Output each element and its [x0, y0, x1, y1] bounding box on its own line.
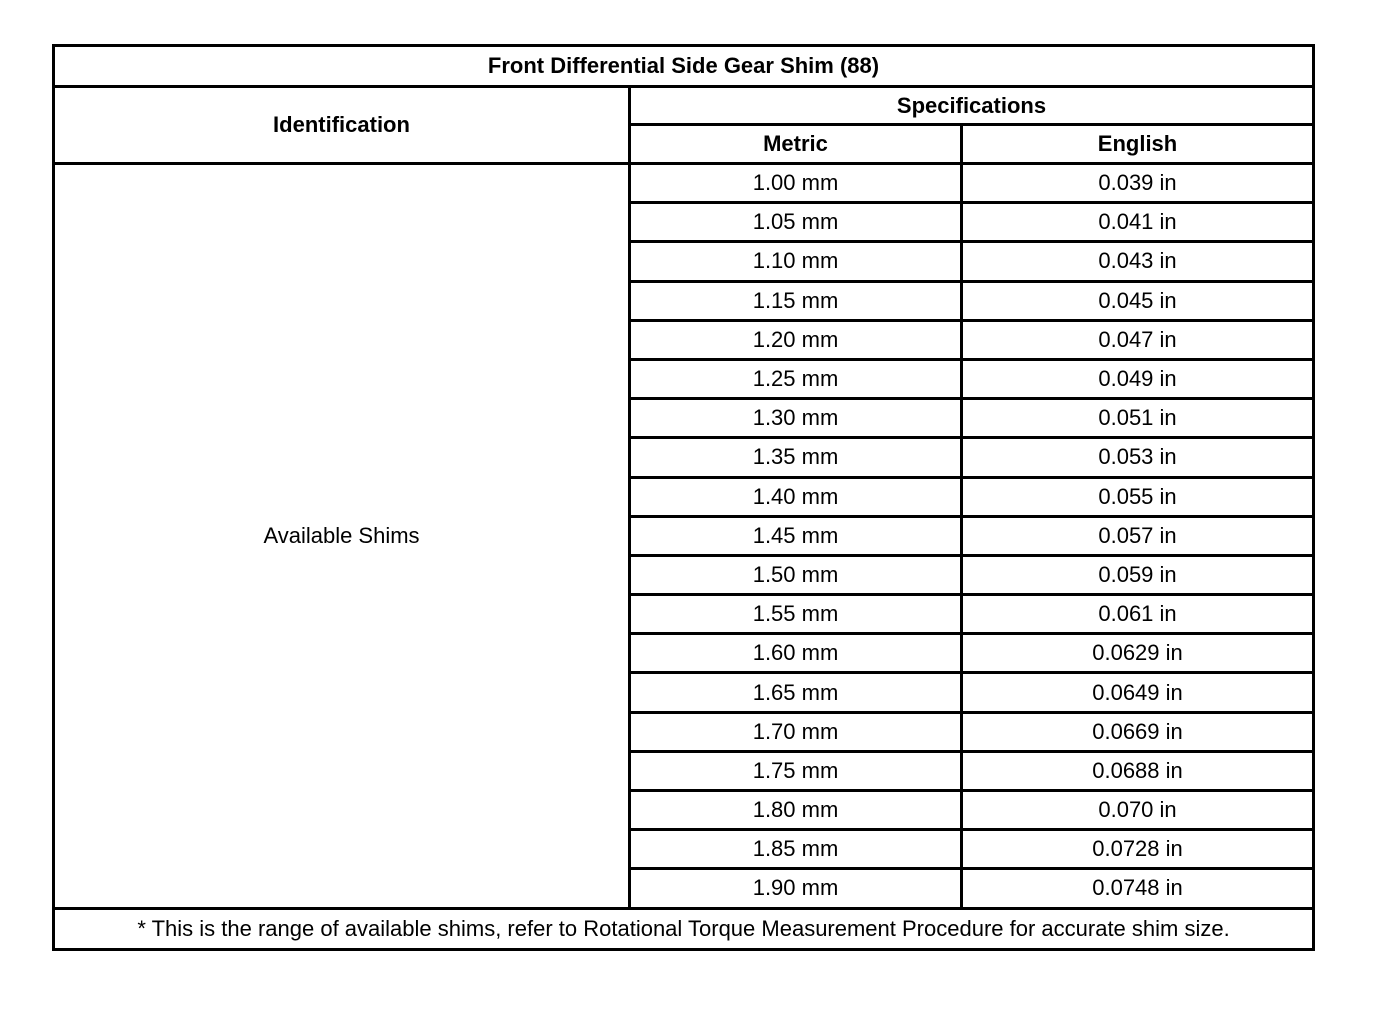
english-cell: 0.041 in	[962, 203, 1314, 242]
metric-cell: 1.05 mm	[630, 203, 962, 242]
english-cell: 0.070 in	[962, 791, 1314, 830]
english-cell: 0.0728 in	[962, 830, 1314, 869]
english-cell: 0.047 in	[962, 320, 1314, 359]
metric-cell: 1.85 mm	[630, 830, 962, 869]
identification-cell: Available Shims	[54, 164, 630, 909]
english-cell: 0.045 in	[962, 281, 1314, 320]
metric-cell: 1.00 mm	[630, 164, 962, 203]
english-cell: 0.055 in	[962, 477, 1314, 516]
english-header: English	[962, 125, 1314, 164]
metric-cell: 1.35 mm	[630, 438, 962, 477]
metric-cell: 1.45 mm	[630, 516, 962, 555]
identification-header: Identification	[54, 87, 630, 164]
metric-cell: 1.60 mm	[630, 634, 962, 673]
table-title: Front Differential Side Gear Shim (88)	[54, 46, 1314, 87]
english-cell: 0.059 in	[962, 555, 1314, 594]
english-cell: 0.0748 in	[962, 869, 1314, 908]
metric-cell: 1.25 mm	[630, 359, 962, 398]
english-cell: 0.0688 in	[962, 751, 1314, 790]
metric-cell: 1.70 mm	[630, 712, 962, 751]
english-cell: 0.0629 in	[962, 634, 1314, 673]
metric-cell: 1.10 mm	[630, 242, 962, 281]
metric-cell: 1.15 mm	[630, 281, 962, 320]
english-cell: 0.043 in	[962, 242, 1314, 281]
table-row	[54, 164, 1314, 203]
metric-cell: 1.75 mm	[630, 751, 962, 790]
metric-cell: 1.20 mm	[630, 320, 962, 359]
metric-cell: 1.65 mm	[630, 673, 962, 712]
footnote: * This is the range of available shims, refer to Rotational Torque Measurement Procedure for accurate shim size.	[54, 908, 1314, 949]
metric-cell: 1.90 mm	[630, 869, 962, 908]
metric-cell: 1.50 mm	[630, 555, 962, 594]
english-cell: 0.061 in	[962, 595, 1314, 634]
english-cell: 0.0649 in	[962, 673, 1314, 712]
metric-cell: 1.80 mm	[630, 791, 962, 830]
english-cell: 0.0669 in	[962, 712, 1314, 751]
shim-spec-table	[52, 44, 1315, 951]
english-cell: 0.051 in	[962, 399, 1314, 438]
metric-cell: 1.55 mm	[630, 595, 962, 634]
metric-cell: 1.40 mm	[630, 477, 962, 516]
english-cell: 0.057 in	[962, 516, 1314, 555]
metric-header: Metric	[630, 125, 962, 164]
specifications-header: Specifications	[630, 87, 1314, 125]
english-cell: 0.053 in	[962, 438, 1314, 477]
metric-cell: 1.30 mm	[630, 399, 962, 438]
english-cell: 0.039 in	[962, 164, 1314, 203]
english-cell: 0.049 in	[962, 359, 1314, 398]
